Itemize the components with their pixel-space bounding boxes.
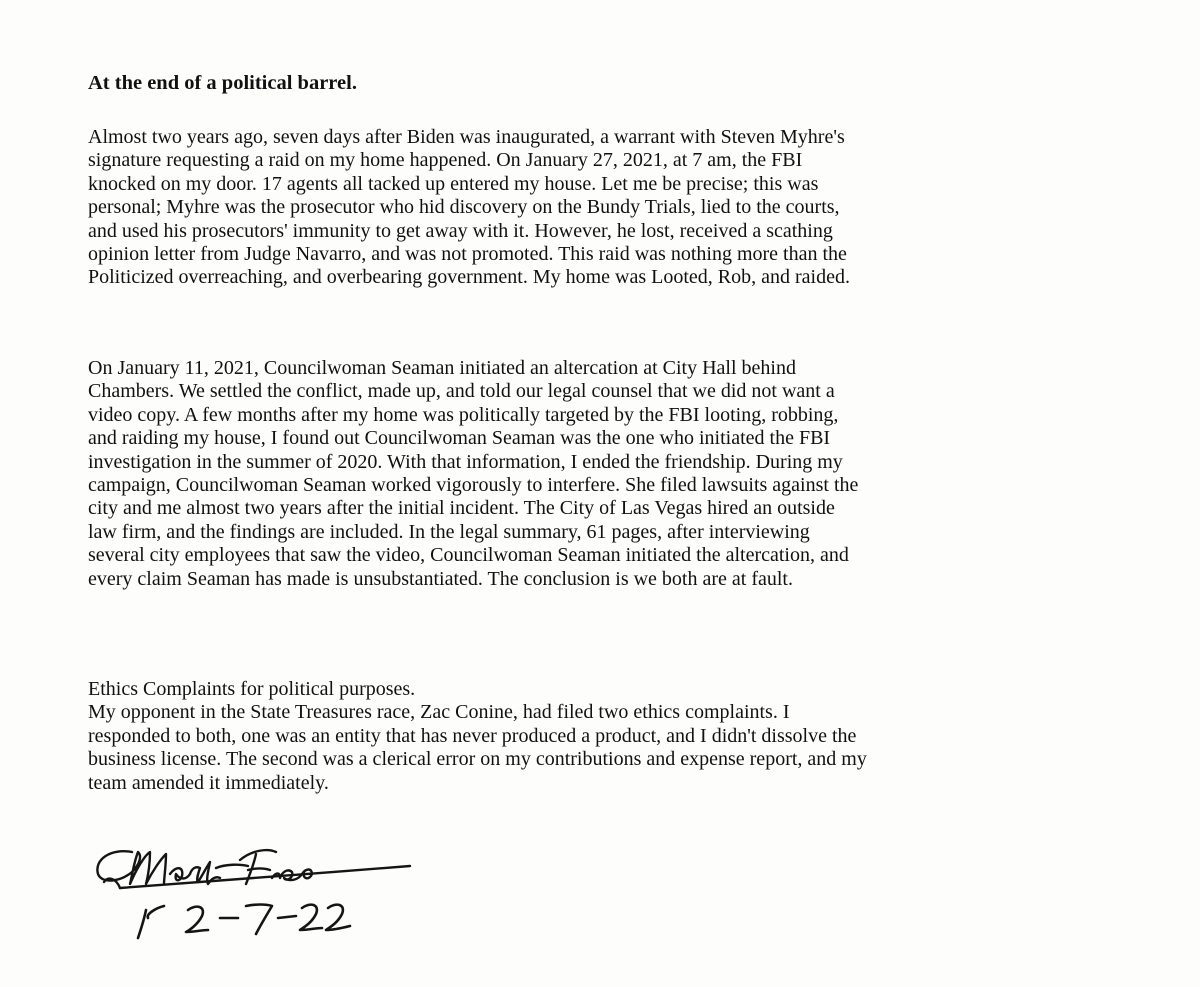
text-line: several city employees that saw the video, Councilwoman Seaman initiated the altercation, and — [88, 544, 849, 567]
text-line: campaign, Councilwoman Seaman worked vigorously to interfere. She filed lawsuits against the — [88, 474, 859, 497]
text-line: law firm, and the findings are included. In the legal summary, 61 pages, after interviewing — [88, 520, 810, 543]
text-line: Almost two years ago, seven days after Biden was inaugurated, a warrant with Steven Myhre's — [88, 126, 845, 148]
text-line: and used his prosecutors' immunity to get away with it. However, he lost, received a scathing — [88, 219, 833, 242]
paragraph-altercation — [88, 357, 1048, 591]
text-line: team amended it immediately. — [88, 771, 329, 794]
text-line: My opponent in the State Treasures race, Zac Conine, had filed two ethics complaints. I — [88, 701, 790, 724]
text-line: city and me almost two years after the initial incident. The City of Las Vegas hired an outside — [88, 497, 835, 520]
text-line: every claim Seaman has made is unsubstantiated. The conclusion is we both are at fault. — [88, 567, 793, 590]
text-line: personal; Myhre was the prosecutor who hid discovery on the Bundy Trials, lied to the courts, — [88, 196, 840, 219]
text-line: business license. The second was a clerical error on my contributions and expense report, and my — [88, 748, 867, 771]
text-line: signature requesting a raid on my home happened. On January 27, 2021, at 7 am, the FBI — [88, 149, 803, 172]
paragraph-raid — [88, 126, 1048, 290]
text-line: opinion letter from Judge Navarro, and was not promoted. This raid was nothing more than the — [88, 243, 847, 266]
text-line: responded to both, one was an entity that has never produced a product, and I didn't dissolve the — [88, 724, 857, 747]
text-line: and raiding my house, I found out Councilwoman Seaman was the one who initiated the FBI — [88, 427, 831, 450]
paragraph-ethics — [88, 678, 1048, 795]
text-line: knocked on my door. 17 agents all tacked up entered my house. Let me be precise; this was — [88, 172, 819, 195]
text-line: Politicized overreaching, and overbearing government. My home was Looted, Rob, and raided. — [88, 266, 850, 289]
text-line: Chambers. We settled the conflict, made up, and told our legal counsel that we did not want a — [88, 380, 835, 403]
handwritten-signature — [80, 822, 420, 942]
text-line: Ethics Complaints for political purposes. — [88, 678, 416, 700]
text-line: On January 11, 2021, Councilwoman Seaman initiated an altercation at City Hall behind — [88, 357, 796, 379]
document-title: At the end of a political barrel. — [88, 72, 357, 94]
text-line: video copy. A few months after my home was politically targeted by the FBI looting, robbing, — [88, 403, 839, 426]
text-line: investigation in the summer of 2020. With that information, I ended the friendship. During my — [88, 450, 843, 473]
